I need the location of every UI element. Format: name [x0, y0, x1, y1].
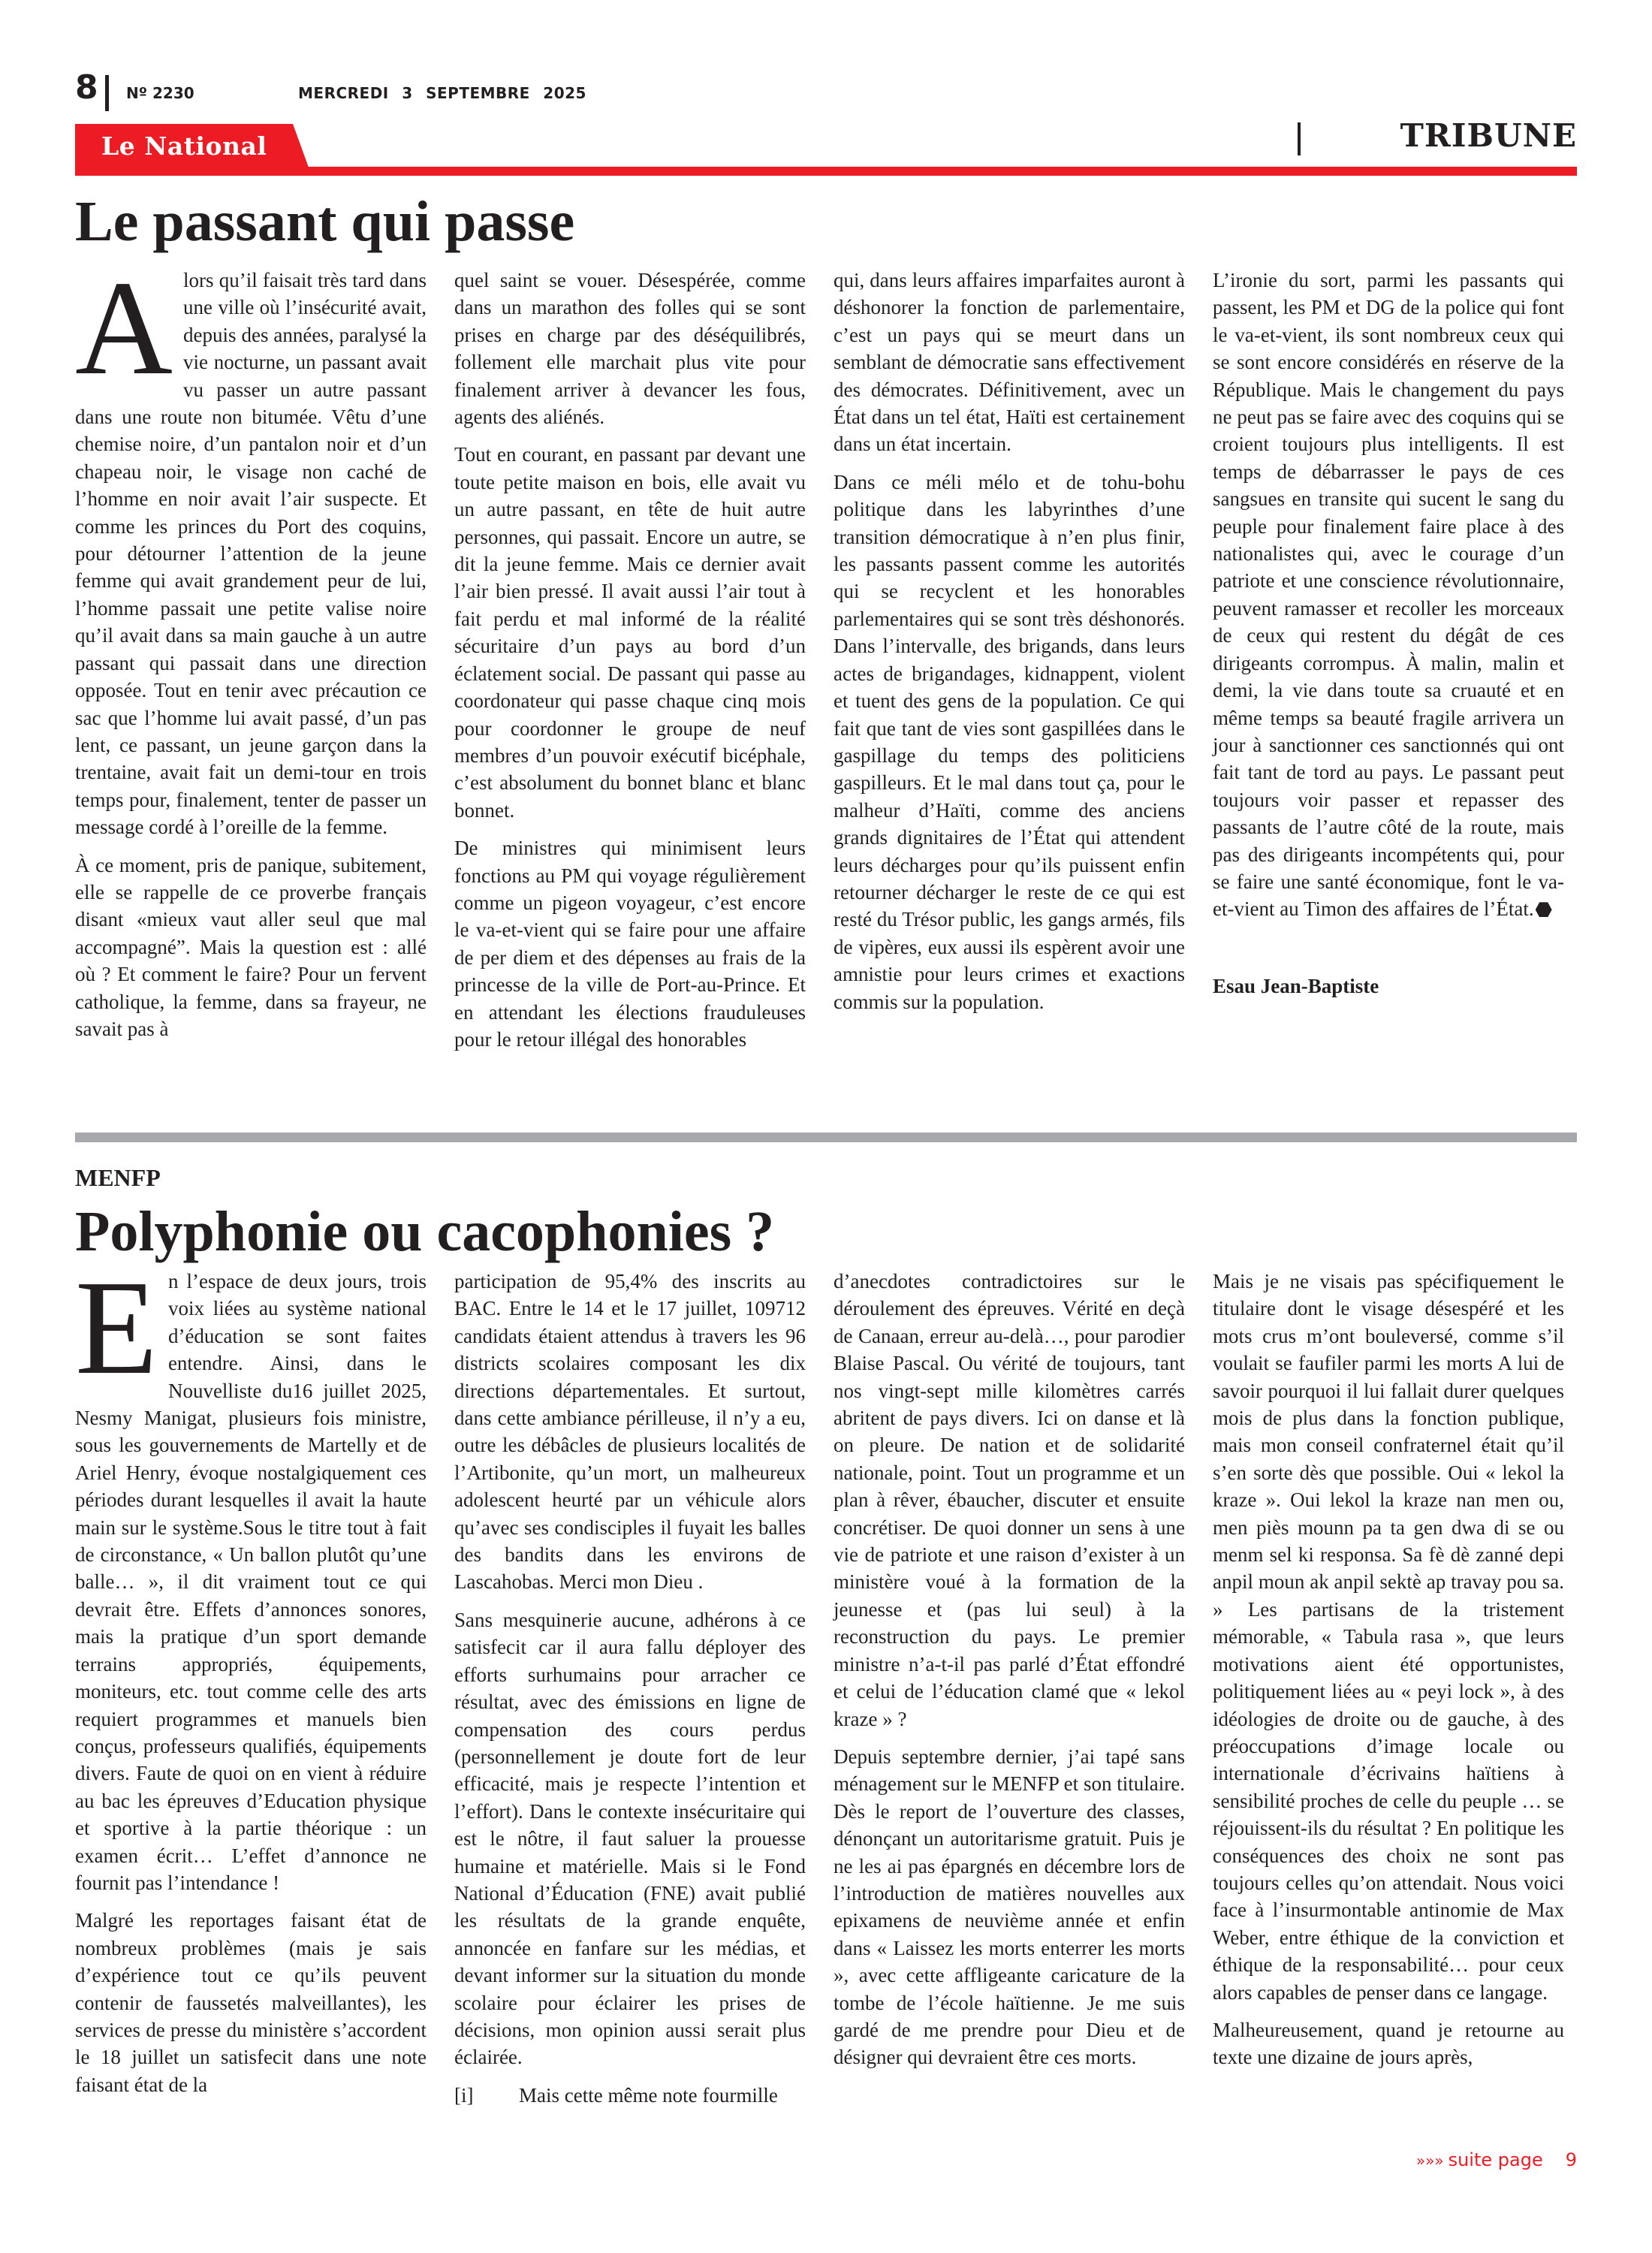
continuation-link[interactable] — [1416, 2149, 1577, 2170]
paragraph: À ce moment, pris de panique, subitement, elle se rappelle de ce proverbe français disant «mieux vaut aller seul que mal accompagné”. Mais la question est : allé où ? Et comment le faire? Pour un fervent catholique, la femme, dans sa frayeur, ne savait pas à — [75, 853, 427, 1040]
paragraph: Mais je ne visais pas spécifiquement le titulaire dont le visage désespéré et les mots crus m’ont bouleversé, comme s’il voulait se faufiler parmi les morts A lui de savoir pourquoi il lui fallait durer quelques mois de plus dans la fonction publique, mais mon conseil confraternel était qu’il s’en sorte dès que possible. Oui « lekol la kraze ». Oui lekol la kraze nan men ou, men piès mounn pa ta gen dwa di se ou menm sel ki responsa. Sa fè dè zanné depi anpil moun ak anpil sektè ap travay pou sa. » Les partisans de la tristement mémorable, « Tabula rasa », que leurs motivations aient été opportunistes, politiquement liées au « peyi lock », à des idéologies de droite ou de gauche, à des préoccupations d’image locale ou internationale d’écrivains haïtiens à sensibilité proches de celle du peuple … se réjouissent-ils du résultat ? En politique les conséquences des choix ne sont pas toujours celles qu’on attendait. Nous voici face à l’insurmontable antinomie de Max Weber, entre éthique de la conviction et éthique de la responsabilité… pour ceux alors capables de penser dans ce langage. — [1213, 1270, 1564, 2004]
paragraph: Tout en courant, en passant par devant une toute petite maison en bois, elle avait vu un autre passant, en tête de huit autre personnes, qui passait. Encore un autre, se dit la jeune femme. Mais ce dernier avait l’air bien pressé. Il avait aussi l’air tout à fait perdu et mal informé de la réalité sécuritaire d’un pays au bord d’un éclatement social. De passant qui passe au coordonateur qui passe chaque cinq mois pour coordonner le groupe de neuf membres d’un pouvoir exécutif bicéphale, c’est absolument du bonnet blanc et blanc bonnet. — [454, 443, 806, 822]
paragraph: participation de 95,4% des inscrits au BAC. Entre le 14 et le 17 juillet, 109712 candidats étaient attendus à travers les 96 districts scolaires composant les dix directions départementales. Et surtout, dans cette ambiance périlleuse, il n’y a eu, outre les débâcles de plusieurs localités de l’Artibonite, qu’un mort, un malheureux adolescent heurté par un véhicule alors qu’avec ses condisciples il fuyait les balles des bandits dans les environs de Lascahobas. Merci mon Dieu . — [454, 1270, 806, 1594]
paragraph: Sans mesquinerie aucune, adhérons à ce satisfecit car il aura fallu déployer des efforts surhumains pour arracher ce résultat, avec des émissions en ligne de compensation des cours perdus (personnellement je doute fort de leur efficacité, mais je respecte l’intention et l’effort). Dans le contexte insécuritaire qui est le nôtre, il faut saluer la prouesse humaine et matérielle. Mais si le Fond National d’Éducation (FNE) avait publié les résultats de la grande enquête, annoncée en fanfare sur les médias, et devant informer sur la situation du monde scolaire pour éclairer les prises de décisions, mon opinion aussi serait plus éclairée. — [454, 1608, 806, 2069]
footnote — [454, 2082, 806, 2109]
paragraph: quel saint se vouer. Désespérée, comme dans un marathon des folles qui se sont prises en charge par des déséquilibrés, follement elle marchait plus vite pour finalement arriver à devancer les fous, agents des aliénés. — [454, 269, 806, 429]
paragraph: Alors qu’il faisait très tard dans une ville où l’insécurité avait, depuis des années, paralysé la vie nocturne, un passant avait vu passer un autre passant dans une route non bitumée. Vêtu d’une chemise noire, d’un pantalon noir et d’un chapeau noir, le visage non caché de l’homme en noir avait l’air suspecte. Et comme les princes du Port des coquins, pour détourner l’attention de la jeune femme qui avait grandement peur de lui, l’homme passait une petite valise noire qu’il avait dans sa main gauche à un autre passant qui passait dans une direction opposée. Tout en tenir avec précaution ce sac que l’homme lui avait passé, d’un pas lent, ce passant, un jeune garçon dans la trentaine, avait fait un demi-tour en trois temps pour, finalement, tenter de passer un message cordé à l’oreille de la femme. — [75, 253, 427, 839]
section-divider — [1298, 122, 1301, 155]
article-kicker: MENFP — [75, 1164, 161, 1191]
section-label: TRIBUNE — [1400, 117, 1577, 154]
paragraph: Malheureusement, quand je retourne au texte une dizaine de jours après, — [1213, 2018, 1564, 2069]
article2-column-4 — [1213, 1268, 1564, 2139]
paragraph: En l’espace de deux jours, trois voix liées au système national d’éducation se sont faites entendre. Ainsi, dans le Nouvelliste du16 juillet 2025, Nesmy Manigat, plusieurs fois ministre, sous les gouvernements de Martelly et de Ariel Henry, évoque nostalgiquement ces périodes durant lesquelles il avait la haute main sur le système.Sous le titre tout à fait de circonstance, « Un ballon plutôt qu’une balle… », il dit vraiment tout ce qui devrait être. Effets d’annonces sonores, mais la pratique d’un sport demande terrains appropriés, équipements, moniteurs, etc. tout comme celle des arts requiert programmes et manuels bien conçus, professeurs qualifiés, équipements divers. Faute de quoi on en vient à réduire au bac les épreuves d’Education physique et sportive à la partie théorique : un examen écrit… L’effet d’annonce ne fournit pas l’intendance ! — [75, 1253, 427, 1894]
continuation-page: 9 — [1565, 2149, 1577, 2170]
issue-number: Nº 2230 — [126, 84, 194, 102]
drop-cap: E — [75, 1253, 158, 1402]
paragraph: De ministres qui minimisent leurs fonctions au PM qui voyage régulièrement comme un pigeon voyageur, c’est encore le va-et-vient qui se faire pour une affaire de per diem et des dépenses au frais de la princesse de la ville de Port-au-Prince. Et en attendant les élections frauduleuses pour le retour illégal des honorables — [454, 837, 806, 1051]
article2-column-2 — [454, 1268, 806, 2139]
paragraph: qui, dans leurs affaires imparfaites auront à déshonorer la fonction de parlementaire, c’est un pays qui se meurt dans un semblant de démocratie sans effectivement des démocrates. Définitivement, avec un État dans un tel état, Haïti est certainement dans un état incertain. — [834, 269, 1185, 456]
paragraph: Depuis septembre dernier, j’ai tapé sans ménagement sur le MENFP et son titulaire. Dès le report de l’ouverture des classes, dénonçant un autoritarisme gratuit. Puis je ne les ai pas épargnés en décembre lors de l’introduction de matières nouvelles aux epixamens de neuvième année et enfin dans « Laissez les morts enterrer les morts », avec cette affligeante caricature de la tombe de l’école haïtienne. Je me suis gardé de me prendre pour Dieu et de désigner qui devraient être ces morts. — [834, 1745, 1185, 2069]
paragraph: Dans ce méli mélo et de tohu-bohu politique dans les labyrinthes d’une transition démocratique à n’en plus finir, les passants passent comme les autorités qui se recyclent et les honorables parlementaires qui se sont très déshonorés. Dans l’intervalle, des brigands, dans leurs actes de brigandages, kidnappent, violent et tuent des gens de la population. Ce qui fait que tant de vies sont gaspillées dans le gaspillage du temps des politiciens gaspilleurs. Et le mal dans tout ça, pour le malheur d’Haïti, comme des anciens grands dignitaires de l’État qui attendent leurs décharges pour qu’ils puissent enfin retourner décharger le reste de ce qui est resté du Trésor public, les gangs armés, fils de vipères, eux aussi ils espèrent avoir une amnistie pour leurs crimes et exactions commis sur la population. — [834, 470, 1185, 1013]
end-of-article-icon — [1536, 902, 1552, 917]
article1-column-2 — [454, 267, 806, 1115]
article-title: Le passant qui passe — [75, 190, 575, 253]
article1-column-3 — [834, 267, 1185, 1115]
article2-column-1 — [75, 1253, 427, 2139]
issue-date: MERCREDI 3 SEPTEMBRE 2025 — [298, 84, 586, 102]
paragraph: L’ironie du sort, parmi les passants qui passent, les PM et DG de la police qui font le va-et-vient, ils sont nombreux ceux qui se sont encore considérés en réserve de la République. Mais le changement du pays ne peut pas se faire avec des coquins qui se croient toujours plus intelligents. Il est temps de débarrasser le pays de ces sangsues en transite qui sucent le sang du peuple pour finalement faire place à des nationalistes qui, avec le courage d’un patriote et une conscience révolutionnaire, peuvent ramasser et recoller les morceaux de ceux qui restent du dégât de ces dirigeants corrompus. À malin, malin et demi, la vie dans toute sa cruauté et en même temps sa beauté fragile arrivera un jour à sanctionner ces sanctionnés qui ont fait tant de tord au pays. Le passant peut toujours voir passer et repasser des passants de l’autre côté de la route, mais pas des dirigeants incompétents qui, pour se faire une santé économique, font le va-et-vient au Timon des affaires de l’État. — [1213, 269, 1564, 921]
continuation-arrows-icon: »»» — [1415, 2152, 1444, 2170]
article2-column-3 — [834, 1268, 1185, 2139]
page-number-divider — [105, 75, 109, 111]
article-title: Polyphonie ou cacophonies ? — [75, 1200, 775, 1263]
page-number: 8 — [75, 68, 98, 107]
paragraph: d’anecdotes contradictoires sur le déroulement des épreuves. Vérité en deçà de Canaan, erreur au-delà…, pour parodier Blaise Pascal. Ou vérité de toujours, tant nos vingt-sept mille kilomètres carrés abritent de pays divers. Ici on danse et là on pleure. De nation et de solidarité nationale, point. Tout un programme et un plan à rêver, ébaucher, discuter et ensuite concrétiser. De quoi donner un sens à une vie de patriote et une raison d’exister à un ministère voué à la formation de la jeunesse et (pas lui seul) à la reconstruction du pays. Le premier ministre n’a-t-il pas parlé d’État effondré et celui de l’éducation clamé que « lekol kraze » ? — [834, 1270, 1185, 1730]
newspaper-brand: Le National — [101, 131, 267, 161]
author-byline: Esau Jean-Baptiste — [1213, 974, 1379, 997]
article1-column-4 — [1213, 267, 1564, 1115]
footnote-marker[interactable]: [i] — [454, 2083, 474, 2107]
drop-cap: A — [75, 253, 173, 403]
footnote-text: Mais cette même note fourmille — [519, 2083, 778, 2107]
article-divider — [75, 1133, 1577, 1142]
article1-column-1 — [75, 253, 427, 1115]
continuation-label: suite page — [1448, 2149, 1543, 2170]
paragraph: Malgré les reportages faisant état de nombreux problèmes (mais je sais d’expérience tout ce qu’ils peuvent contenir de faussetés malveillantes), les services de presse du ministère s’accordent le 18 juillet un satisfecit dans une note faisant état de la — [75, 1909, 427, 2096]
